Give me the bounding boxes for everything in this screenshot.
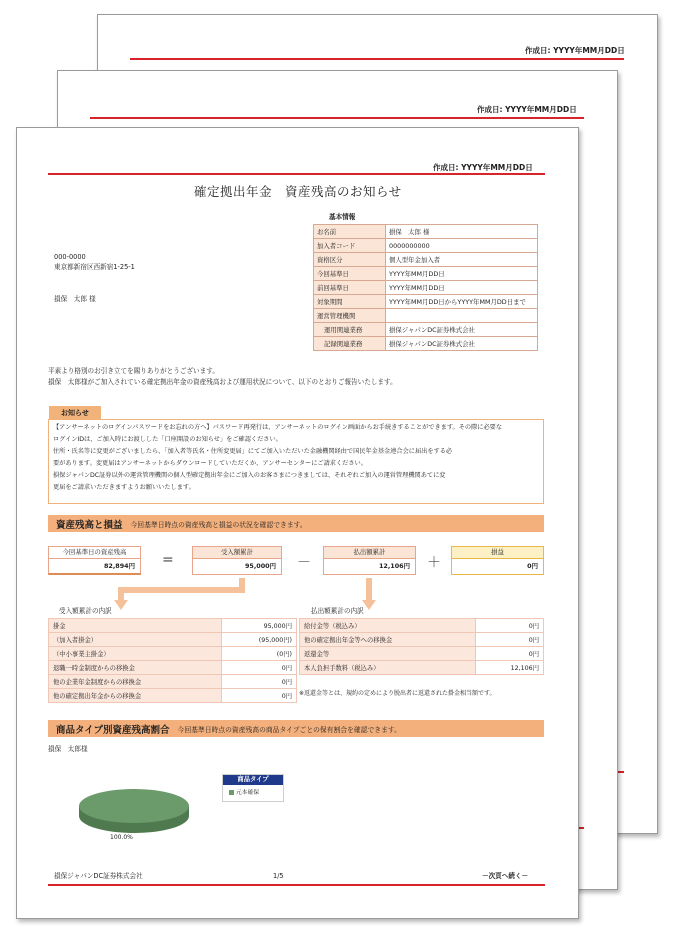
created-date: 作成日: YYYY年MM月DD日 [477,105,577,114]
basic-info-key: 資格区分 [314,253,386,267]
basic-info-value: 個人型年金加入者 [386,253,538,267]
section-description: 今回基準日時点の資産残高と損益の状況を確認できます。 [130,520,307,529]
notice-line: 要があります。変更届はアンサーネットからダウンロードしていただくか、アンサーセンターにご請求ください。 [53,460,367,467]
pie-chart [75,784,195,844]
pie-slice-top [79,789,189,823]
created-date: 作成日: YYYY年MM月DD日 [525,46,625,55]
plus-sign: ＋ [427,555,441,571]
basic-info-value: 損保ジャパンDC証券株式会社 [386,323,538,337]
received-breakdown-title: 受入額累計の内訳 [59,607,112,615]
greeting-line-1: 平素より格別のお引き立てを賜りありがとうございます。 [48,367,219,375]
breakdown-label: 給付金等（税込み） [300,619,476,633]
basic-info-title: 基本情報 [329,213,356,221]
breakdown-label: 掛金 [49,619,222,633]
header-rule [130,58,624,60]
breakdown-label: 本人負担手数料（税込み） [300,661,476,675]
breakdown-row [49,633,297,647]
basic-info-value: YYYY年MM月DD日からYYYY年MM月DD日まで [386,295,538,309]
pie-value-label: 100.0% [110,834,133,841]
breakdown-value: 0円 [476,633,544,647]
address: 東京都新宿区西新宿1-25-1 [54,263,135,271]
greeting-line-2: 損保 太郎様がご加入されている確定拠出年金の資産残高および運用状況について、以下のとおりご報告いたします。 [48,378,397,386]
breakdown-value: 0円 [476,619,544,633]
breakdown-label: （中小事業主掛金） [49,647,222,661]
pie-owner-name: 損保 太郎様 [48,745,88,753]
left-arrowhead [114,600,128,610]
postal-code: 000-0000 [54,253,86,261]
front-sheet [16,127,579,919]
document-title: 確定拠出年金 資産残高のお知らせ [194,184,402,199]
breakdown-value: (95,000円) [221,633,296,647]
legend-swatch [229,790,234,795]
basic-info-key: 加入者コード [314,239,386,253]
breakdown-row [49,689,297,703]
created-date: 作成日: YYYY年MM月DD日 [433,163,533,172]
breakdown-value: (0円) [221,647,296,661]
basic-info-table [313,224,538,351]
footer-page-number: 1/5 [273,872,284,880]
notice-line: 損保ジャパンDC証券以外の運営管理機関の個人型確定拠出年金にご加入のお客さまにつきましては、それぞれご加入の運営管理機関あてに変 [53,472,446,479]
received-box [192,546,282,575]
footer-company: 損保ジャパンDC証券株式会社 [54,872,143,880]
legend-title: 商品タイプ [223,775,283,785]
basic-info-key: 今回基準日 [314,267,386,281]
breakdown-value: 95,000円 [221,619,296,633]
basic-info-key: 運営管理機関 [314,309,386,323]
breakdown-value: 0円 [221,689,296,703]
equals-sign: = [162,552,174,568]
breakdown-value: 0円 [221,661,296,675]
breakdown-value: 12,106円 [476,661,544,675]
paid-label: 払出額累計 [324,547,415,559]
notice-line: 住所・氏名等に変更がございましたら、「加入者等氏名・住所変更届」にてご加入いただいた金融機関経由で国民年金基金連合会に届出をする必 [53,448,453,455]
breakdown-row [300,619,544,633]
basic-info-key: 対象期間 [314,295,386,309]
paid-value: 12,106円 [378,562,410,570]
basic-info-row [314,225,538,239]
received-breakdown-table [48,618,297,703]
section-product-ratio-header [48,720,544,737]
notice-line: 更届をご請求いただきますようお願いいたします。 [53,484,195,491]
section-asset-balance-header [48,515,544,532]
basic-info-row [314,309,538,323]
balance-value: 82,894円 [103,562,135,570]
basic-info-value [386,309,538,323]
breakdown-row [300,633,544,647]
basic-info-row [314,295,538,309]
section-title: 商品タイプ別資産残高割合 [56,724,170,736]
balance-box [48,546,141,575]
pie-legend [222,774,284,802]
notice-line: ログインIDは、ご加入時にお渡しした「口座開設のお知らせ」をご確認ください。 [53,436,282,443]
paid-breakdown-title: 払出額累計の内訳 [311,607,364,615]
breakdown-row [300,647,544,661]
section-title: 資産残高と損益 [56,519,123,531]
breakdown-label: 他の確定拠出年金等への移換金 [300,633,476,647]
breakdown-label: 他の確定拠出年金からの移換金 [49,689,222,703]
basic-info-row [314,267,538,281]
breakdown-row [49,661,297,675]
notice-tag: お知らせ [49,406,101,420]
basic-info-row [314,281,538,295]
basic-info-value: 損保ジャパンDC証券株式会社 [386,337,538,351]
profit-box [451,546,544,575]
legend-item [223,787,283,796]
basic-info-value: 損保 太郎 様 [386,225,538,239]
paid-note: ※返還金等とは、規約の定めにより脱出者に返還された掛金相当額です。 [299,690,496,697]
breakdown-label: 退職一時金制度からの移換金 [49,661,222,675]
basic-info-row [314,253,538,267]
basic-info-value: 0000000000 [386,239,538,253]
recipient-name: 損保 太郎 様 [54,295,96,303]
basic-info-row [314,337,538,351]
basic-info-value: YYYY年MM月DD日 [386,267,538,281]
breakdown-row [300,661,544,675]
basic-info-row [314,323,538,337]
section-description: 今回基準日時点の資産残高の商品タイプごとの保有割合を確認できます。 [177,725,401,734]
basic-info-key: 運用関連業務 [314,323,386,337]
basic-info-row [314,239,538,253]
footer-continue: －次頁へ続く－ [482,872,529,880]
basic-info-key: 記録関連業務 [314,337,386,351]
header-rule [48,173,545,175]
breakdown-value: 0円 [476,647,544,661]
profit-label: 損益 [452,547,543,559]
right-arrowhead [362,600,376,610]
breakdown-row [49,647,297,661]
notice-box [48,419,544,504]
received-label: 受入額累計 [193,547,281,559]
balance-label: 今回基準日の資産残高 [49,547,140,559]
legend-label: 元本確保 [235,790,260,796]
breakdown-value: 0円 [221,675,296,689]
basic-info-key: お名前 [314,225,386,239]
breakdown-label: 返還金等 [300,647,476,661]
breakdown-row [49,619,297,633]
notice-line: 【アンサーネットのログインパスワードをお忘れの方へ】パスワード再発行は、アンサーネットのログイン画面からお手続きすることができます。その際に必要な [53,424,503,431]
basic-info-key: 前回基準日 [314,281,386,295]
breakdown-row [49,675,297,689]
footer-rule [48,884,545,886]
basic-info-value: YYYY年MM月DD日 [386,281,538,295]
paid-box [323,546,416,575]
breakdown-label: 他の企業年金制度からの移換金 [49,675,222,689]
received-value: 95,000円 [244,562,276,570]
profit-value: 0円 [527,562,538,570]
breakdown-label: （加入者掛金） [49,633,222,647]
minus-sign: － [297,555,311,571]
header-rule [90,117,584,119]
paid-breakdown-table [299,618,544,675]
left-arrow [121,578,242,602]
